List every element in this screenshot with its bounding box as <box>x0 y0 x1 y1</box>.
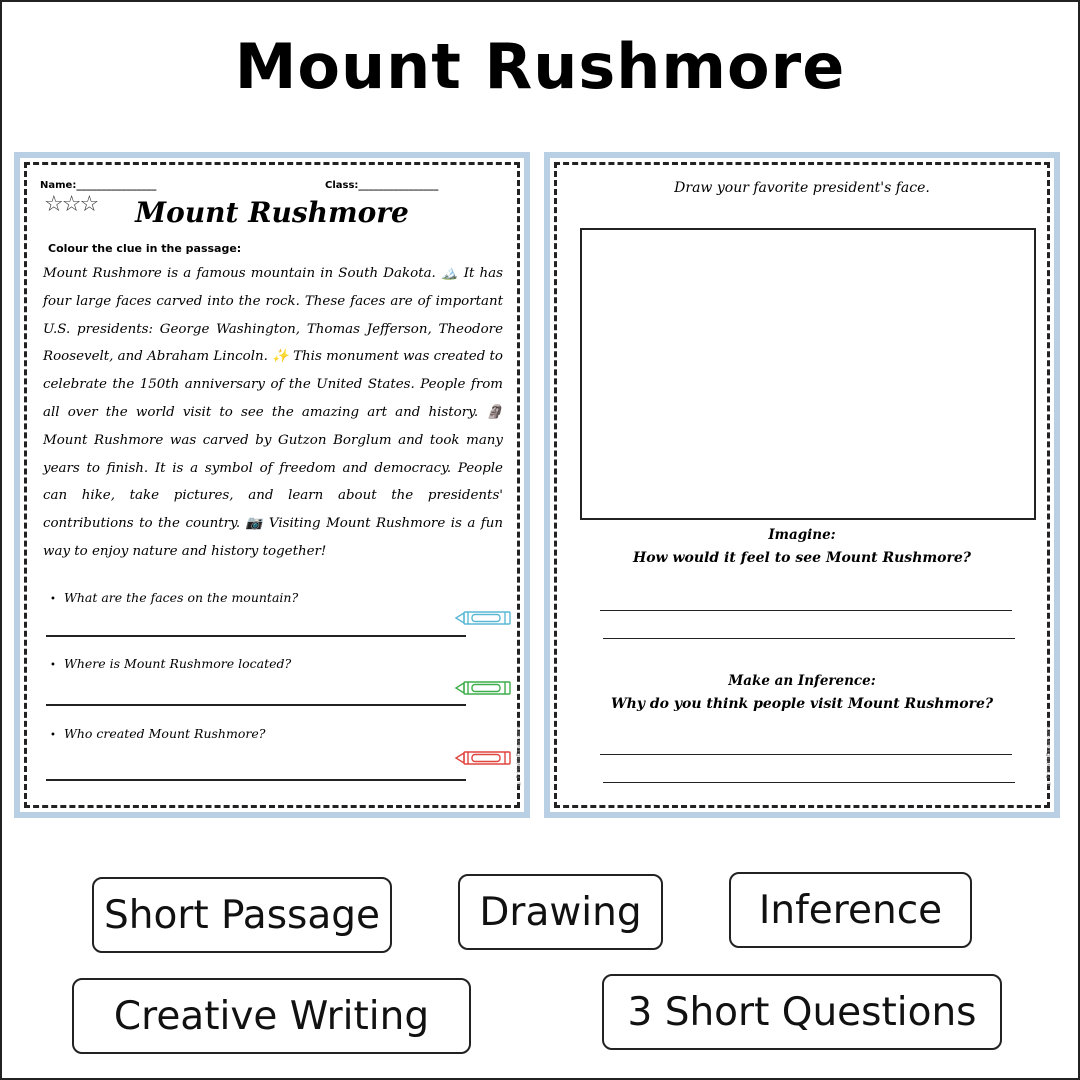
drawing-box[interactable] <box>580 228 1036 520</box>
question-text: Who created Mount Rushmore? <box>64 726 266 741</box>
tag-3-short-questions: 3 Short Questions <box>602 974 1002 1050</box>
writing-line[interactable] <box>603 638 1015 639</box>
worksheet-page-passage <box>14 152 530 818</box>
answer-line[interactable] <box>46 635 466 637</box>
inference-heading: Make an Inference: <box>728 673 876 689</box>
question-3 <box>50 726 265 741</box>
worksheet-page-inner <box>20 158 524 812</box>
bullet-icon: • <box>50 730 56 741</box>
question-text: Where is Mount Rushmore located? <box>64 656 292 671</box>
inference-question: Why do you think people visit Mount Rushmore? <box>610 696 994 712</box>
instruction-text: Colour the clue in the passage: <box>48 242 242 255</box>
tag-short-passage: Short Passage <box>92 877 392 953</box>
worksheet-title: Mount Rushmore <box>135 196 409 229</box>
class-field: Class:________________ <box>325 180 439 191</box>
bullet-icon: • <box>50 660 56 671</box>
crayon-icon-red <box>454 750 514 766</box>
question-2 <box>50 656 291 671</box>
answer-line[interactable] <box>46 704 466 706</box>
worksheet-page-inner <box>550 158 1054 812</box>
copyright-text: © PrintableBazaar.com <box>516 727 522 786</box>
writing-line[interactable] <box>600 610 1012 611</box>
page-title: Mount Rushmore <box>234 30 846 103</box>
name-field: Name:________________ <box>40 180 157 191</box>
bullet-icon: • <box>50 594 56 605</box>
imagine-question: How would it feel to see Mount Rushmore? <box>632 550 972 566</box>
answer-line[interactable] <box>46 779 466 781</box>
imagine-heading: Imagine: <box>768 527 836 543</box>
question-1 <box>50 590 298 605</box>
worksheet-page-activities <box>544 152 1060 818</box>
tag-creative-writing: Creative Writing <box>72 978 471 1054</box>
tag-drawing: Drawing <box>458 874 663 950</box>
drawing-prompt: Draw your favorite president's face. <box>674 180 930 196</box>
copyright-text: © PrintableBazaar.com <box>1046 727 1052 786</box>
tag-inference: Inference <box>729 872 972 948</box>
writing-line[interactable] <box>600 754 1012 755</box>
star-rating-icon: ☆☆☆ <box>44 192 98 217</box>
question-text: What are the faces on the mountain? <box>64 590 299 605</box>
writing-line[interactable] <box>603 782 1015 783</box>
crayon-icon-green <box>454 680 514 696</box>
reading-passage: Mount Rushmore is a famous mountain in South Dakota. 🏔️ It has four large faces carved into the rock. These faces are of important U.S. presidents: George Washington, Thomas Jefferson, Theodore Roosevelt, and Abraham Lincoln. ✨ This monument was created to celebrate the 150th anniversary of the United States. People from all over the world visit to see the amazing art and history. 🗿 Mount Rushmore was carved by Gutzon Borglum and took many years to finish. It is a symbol of freedom and democracy. People can hike, take pictures, and learn about the presidents' contributions to the country. 📷 Visiting Mount Rushmore is a fun way to enjoy nature and history together! <box>43 266 503 559</box>
crayon-icon-blue <box>454 610 514 626</box>
